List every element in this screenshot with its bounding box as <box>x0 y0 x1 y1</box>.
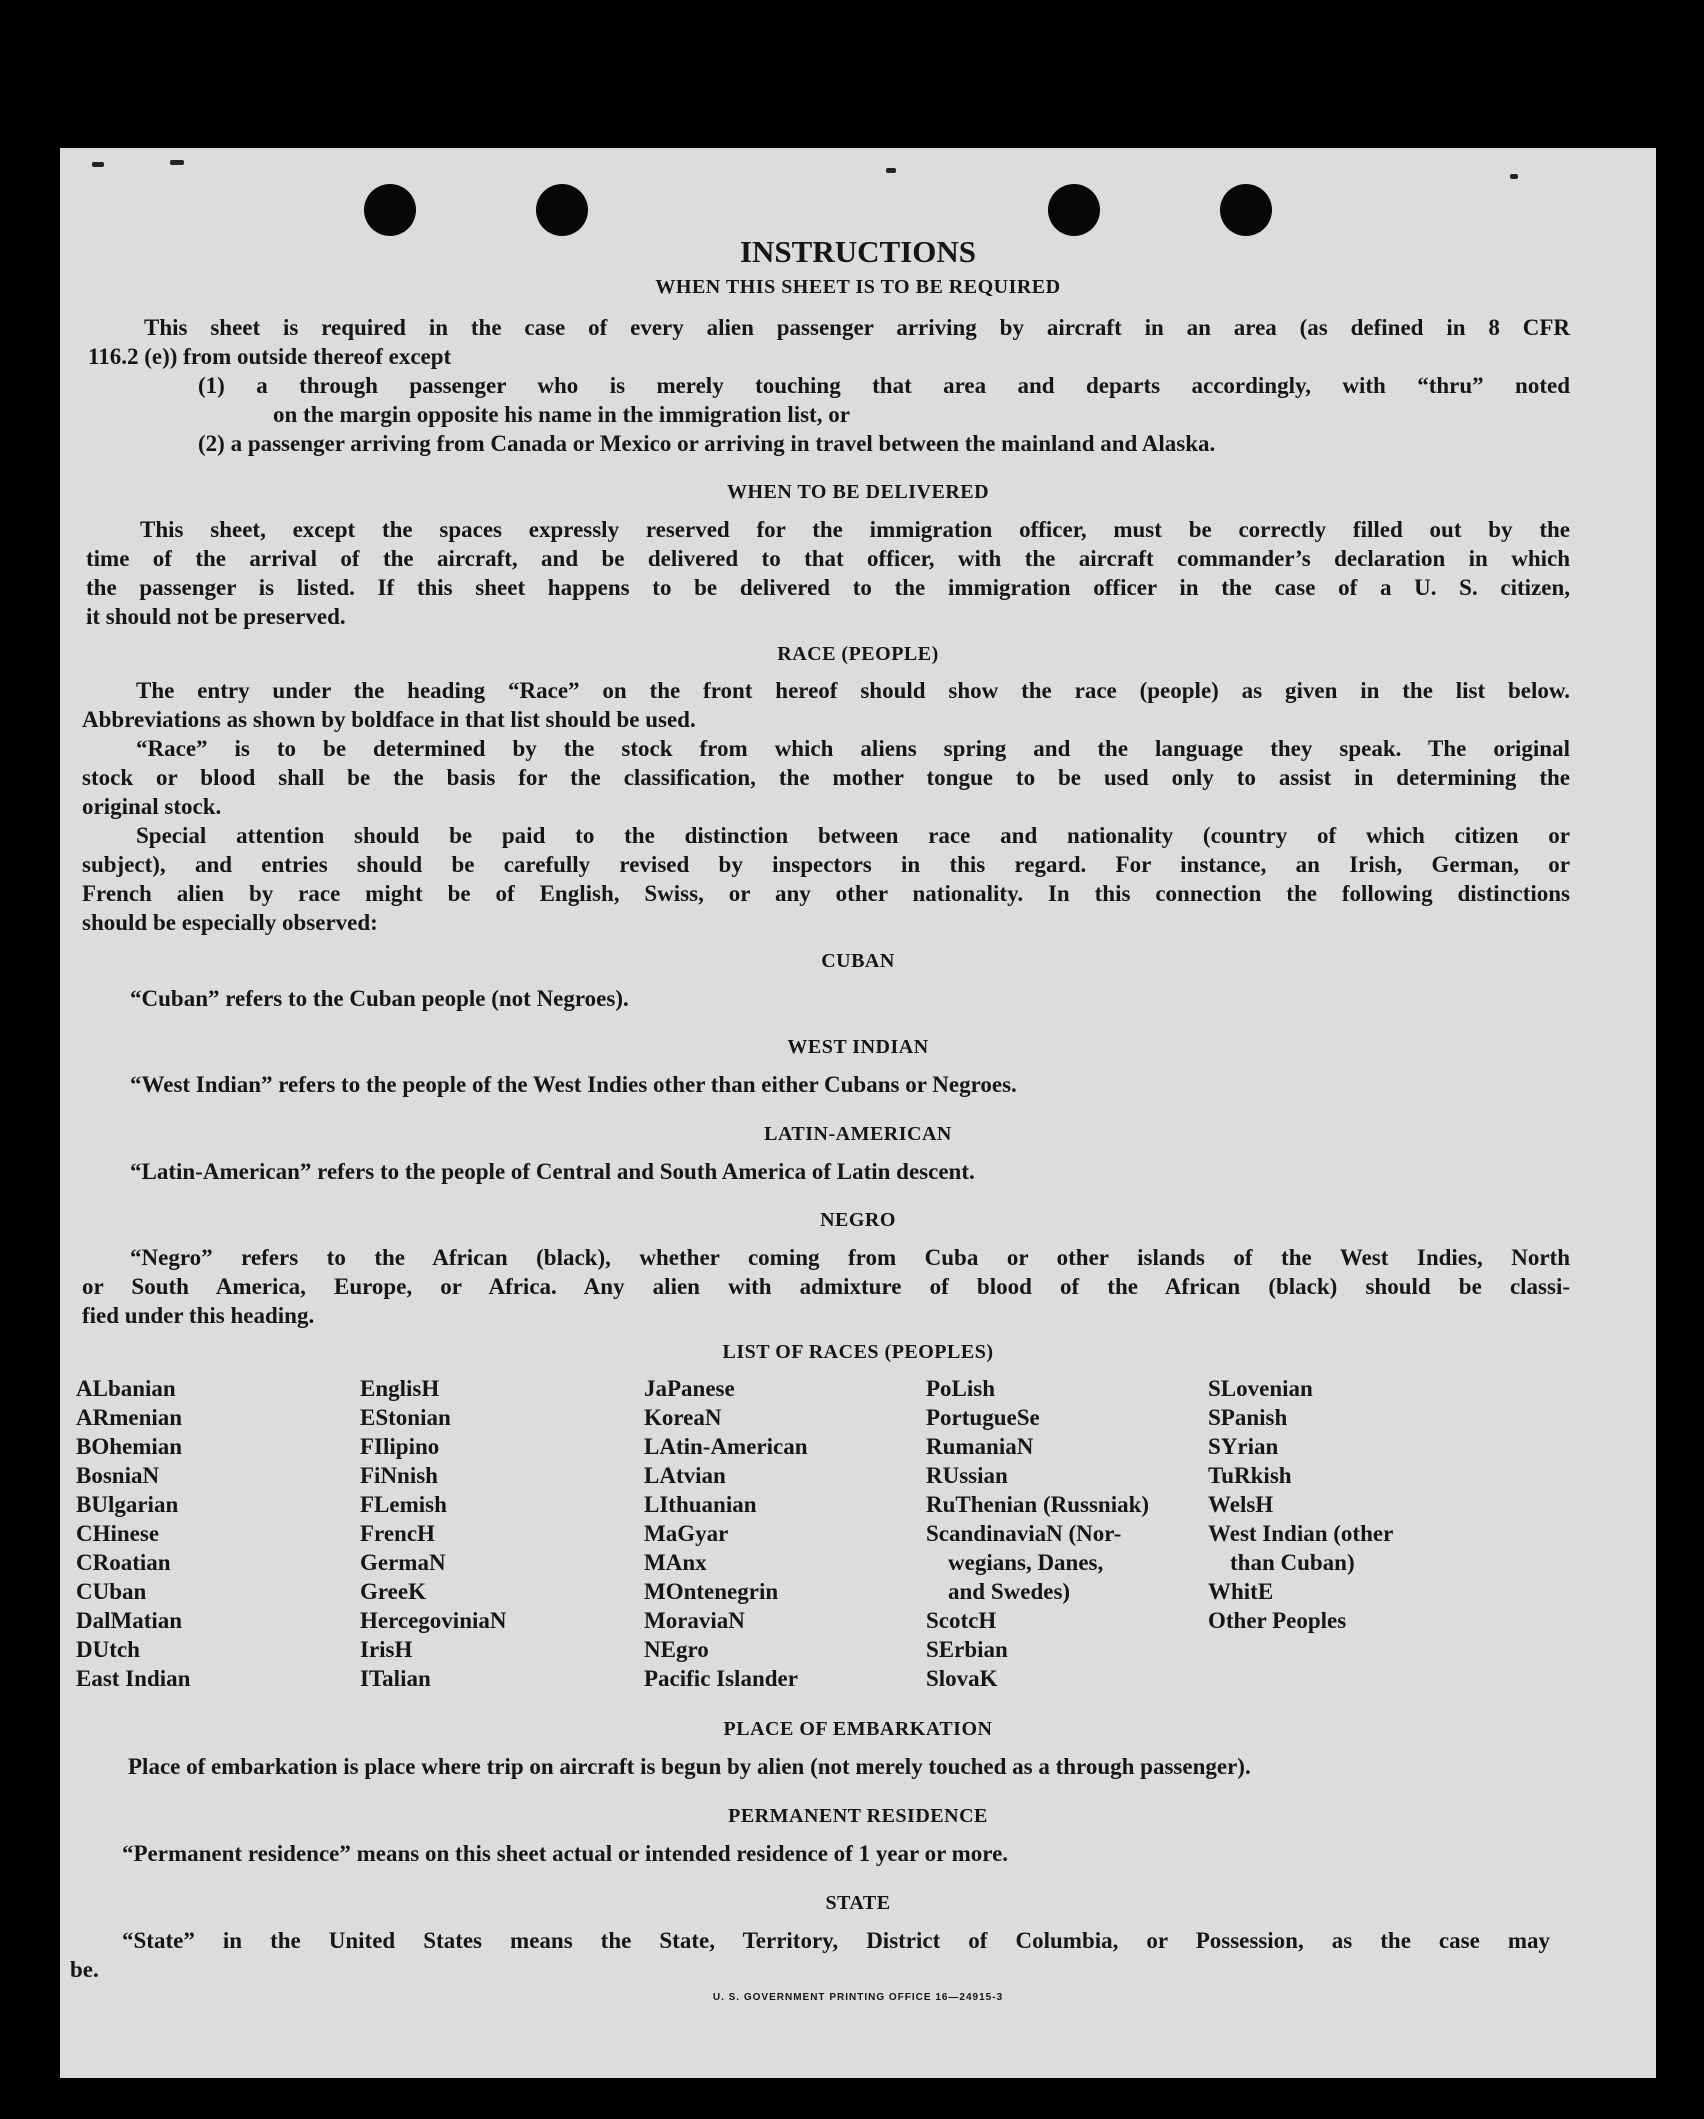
race-entry: than Cuban) <box>1230 1550 1355 1575</box>
race-entry: West Indian (other <box>1208 1521 1394 1546</box>
paragraph-line: Place of embarkation is place where trip on aircraft is begun by alien (not merely touched as a through passenger). <box>128 1754 1251 1779</box>
race-entry: MaGyar <box>644 1521 729 1546</box>
race-entry: and Swedes) <box>948 1579 1071 1604</box>
paragraph-line: stock or blood shall be the basis for the classification, the mother tongue to be used only to assist in determining the <box>82 765 1570 790</box>
paragraph-line: on the margin opposite his name in the immigration list, or <box>273 402 850 427</box>
race-entry: BUlgarian <box>76 1492 179 1517</box>
race-entry: RumaniaN <box>926 1434 1034 1459</box>
race-entry: NEgro <box>644 1637 709 1662</box>
race-entry: ScandinaviaN (Nor- <box>926 1521 1122 1546</box>
section-heading: PLACE OF EMBARKATION <box>723 1718 993 1740</box>
race-entry: MOntenegrin <box>644 1579 779 1604</box>
race-entry: SPanish <box>1208 1405 1288 1430</box>
printing-office-footer: U. S. GOVERNMENT PRINTING OFFICE 16—24915-3 <box>712 1992 1004 2003</box>
paragraph-line: “Negro” refers to the African (black), whether coming from Cuba or other islands of the West Indies, North <box>130 1245 1570 1270</box>
paragraph-line: “State” in the United States means the State, Territory, District of Columbia, or Possession, as the case may <box>122 1928 1550 1953</box>
paragraph-line: “Race” is to be determined by the stock from which aliens spring and the language they speak. The original <box>136 736 1570 761</box>
binder-hole <box>364 184 416 236</box>
race-entry: SlovaK <box>926 1666 998 1691</box>
race-entry: LIthuanian <box>644 1492 757 1517</box>
page-title: INSTRUCTIONS <box>739 234 976 269</box>
race-entry: CHinese <box>76 1521 160 1546</box>
race-entry: SYrian <box>1208 1434 1279 1459</box>
race-entry: GermaN <box>360 1550 446 1575</box>
paragraph-line: (2) a passenger arriving from Canada or Mexico or arriving in travel between the mainland and Alaska. <box>198 431 1216 456</box>
paragraph-line: “Latin-American” refers to the people of Central and South America of Latin descent. <box>130 1159 975 1184</box>
section-heading: RACE (PEOPLE) <box>777 643 939 665</box>
race-entry: MoraviaN <box>644 1608 745 1633</box>
paragraph-line: “Permanent residence” means on this sheet actual or intended residence of 1 year or more. <box>122 1841 1009 1866</box>
race-entry: HercegoviniaN <box>360 1608 507 1633</box>
paragraph-line: Abbreviations as shown by boldface in that list should be used. <box>82 707 696 732</box>
paragraph-line: fied under this heading. <box>82 1303 315 1328</box>
race-entry: LAtin-American <box>644 1434 808 1459</box>
scan-speck <box>170 160 184 165</box>
section-heading: CUBAN <box>821 950 895 972</box>
paragraph-line: Special attention should be paid to the distinction between race and nationality (country of which citizen or <box>136 823 1570 848</box>
race-entry: ALbanian <box>76 1376 176 1401</box>
section-heading: LIST OF RACES (PEOPLES) <box>722 1341 994 1363</box>
paragraph-line: should be especially observed: <box>82 910 378 935</box>
race-entry: EStonian <box>360 1405 451 1430</box>
race-entry: PortugueSe <box>926 1405 1040 1430</box>
paragraph-line: or South America, Europe, or Africa. Any alien with admixture of blood of the African (black) should be classi- <box>82 1274 1570 1299</box>
race-entry: RUssian <box>926 1463 1008 1488</box>
paragraph-line: “Cuban” refers to the Cuban people (not Negroes). <box>130 986 629 1011</box>
binder-hole <box>1220 184 1272 236</box>
paragraph-line: the passenger is listed. If this sheet happens to be delivered to the immigration officer in the case of a U. S. citizen, <box>86 575 1570 600</box>
race-entry: FiNnish <box>360 1463 438 1488</box>
race-entry: SLovenian <box>1208 1376 1313 1401</box>
section-heading: WHEN TO BE DELIVERED <box>726 481 990 503</box>
race-entry: DalMatian <box>76 1608 183 1633</box>
race-entry: RuThenian (Russniak) <box>926 1492 1150 1517</box>
race-entry: MAnx <box>644 1550 707 1575</box>
paragraph-line: it should not be preserved. <box>86 604 346 629</box>
paragraph-line: This sheet is required in the case of every alien passenger arriving by aircraft in an area (as defined in 8 CFR <box>144 315 1570 340</box>
race-entry: JaPanese <box>644 1376 735 1401</box>
paragraph-line: time of the arrival of the aircraft, and be delivered to that officer, with the aircraft commander’s declaration in which <box>86 546 1570 571</box>
race-entry: DUtch <box>76 1637 140 1662</box>
race-entry: EnglisH <box>360 1376 440 1401</box>
race-entry: FLemish <box>360 1492 447 1517</box>
race-entry: TuRkish <box>1208 1463 1292 1488</box>
race-entry: East Indian <box>76 1666 191 1691</box>
paragraph-line: (1) a through passenger who is merely touching that area and departs accordingly, with “thru” noted <box>198 373 1570 398</box>
paragraph-line: The entry under the heading “Race” on the front hereof should show the race (people) as given in the list below. <box>136 678 1570 703</box>
paragraph-line: “West Indian” refers to the people of the West Indies other than either Cubans or Negroes. <box>130 1072 1017 1097</box>
race-entry: BOhemian <box>76 1434 183 1459</box>
paragraph-line: be. <box>70 1957 99 1982</box>
paragraph-line: original stock. <box>82 794 222 819</box>
race-entry: IrisH <box>360 1637 413 1662</box>
race-entry: CUban <box>76 1579 147 1604</box>
race-entry: CRoatian <box>76 1550 171 1575</box>
scan-speck <box>1510 174 1518 179</box>
race-entry: ARmenian <box>76 1405 183 1430</box>
race-entry: KoreaN <box>644 1405 722 1430</box>
race-entry: WelsH <box>1208 1492 1274 1517</box>
binder-hole <box>1048 184 1100 236</box>
section-heading: STATE <box>825 1892 891 1914</box>
race-entry: FrencH <box>360 1521 435 1546</box>
section-heading: NEGRO <box>820 1209 896 1231</box>
section-heading: WHEN THIS SHEET IS TO BE REQUIRED <box>655 276 1061 298</box>
race-entry: GreeK <box>360 1579 426 1604</box>
race-entry: wegians, Danes, <box>948 1550 1104 1575</box>
scan-speck <box>886 168 896 173</box>
race-entry: ScotcH <box>926 1608 997 1633</box>
paragraph-line: 116.2 (e)) from outside thereof except <box>88 344 452 369</box>
race-entry: PoLish <box>926 1376 996 1401</box>
race-entry: Pacific Islander <box>644 1666 798 1691</box>
scan-speck <box>92 162 104 167</box>
race-entry: WhitE <box>1208 1579 1274 1604</box>
binder-hole <box>536 184 588 236</box>
race-entry: BosniaN <box>76 1463 160 1488</box>
document-sheet <box>60 148 1656 2078</box>
section-heading: PERMANENT RESIDENCE <box>728 1805 988 1827</box>
race-entry: ITalian <box>360 1666 431 1691</box>
race-entry: FIlipino <box>360 1434 440 1459</box>
section-heading: LATIN-AMERICAN <box>764 1123 952 1145</box>
race-entry: LAtvian <box>644 1463 726 1488</box>
section-heading: WEST INDIAN <box>787 1036 929 1058</box>
paragraph-line: subject), and entries should be carefully revised by inspectors in this regard. For instance, an Irish, German, or <box>82 852 1570 877</box>
race-entry: Other Peoples <box>1208 1608 1347 1633</box>
paragraph-line: French alien by race might be of English, Swiss, or any other nationality. In this connection the following distinctions <box>82 881 1570 906</box>
race-entry: SErbian <box>926 1637 1008 1662</box>
paragraph-line: This sheet, except the spaces expressly reserved for the immigration officer, must be correctly filled out by the <box>140 517 1570 542</box>
